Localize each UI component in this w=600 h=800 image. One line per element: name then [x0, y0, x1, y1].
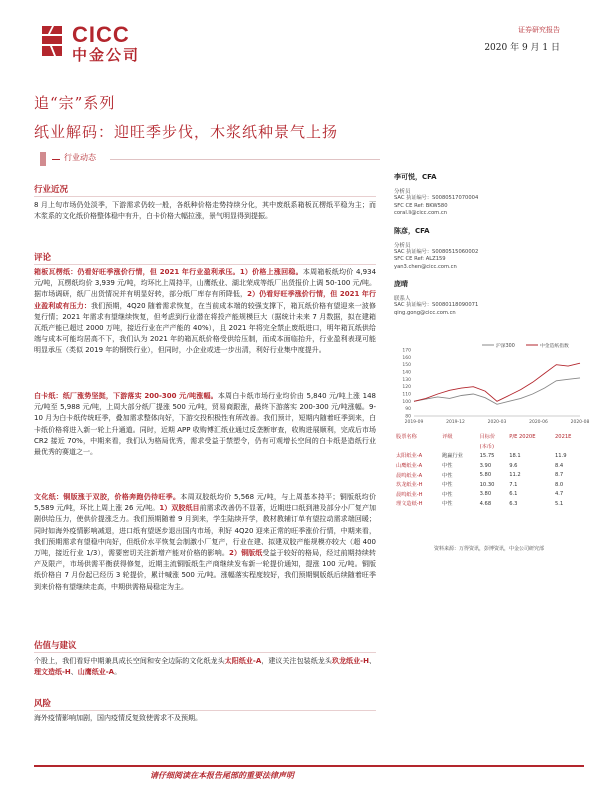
table-cell: 18.1	[509, 452, 521, 459]
table-cell: 晨鸣纸业-A	[396, 472, 423, 479]
analyst-role: 分析员	[394, 189, 411, 195]
table-header-cell	[440, 442, 477, 452]
table-cell: 8.4	[554, 462, 564, 469]
table-cell: 太阳纸业-A	[396, 453, 423, 460]
source-note: 资料来源：万得资讯，彭博资讯，中金公司研究部	[434, 546, 545, 552]
table-cell: 3.80	[479, 491, 492, 498]
paragraph-subpoint: 1）双胶纸目	[159, 504, 200, 513]
table-cell: 11.9	[554, 452, 567, 459]
separator: 。	[114, 668, 122, 677]
legend-label: 中金造纸指数	[540, 344, 569, 349]
table-cell: 5.80	[479, 472, 492, 479]
stock-name: 玖龙纸业-H	[331, 657, 369, 665]
section-rule	[34, 264, 376, 265]
section-heading-valuation: 估值与建议	[34, 641, 77, 651]
table-cell: 玖龙纸业-H	[396, 482, 423, 489]
paragraph-lead: 箱板瓦楞纸：仍看好旺季涨价行情，但 2021 年行业盈利承压。	[34, 268, 240, 276]
table-cell: 中性	[442, 463, 453, 470]
paragraph-subpoint: 1）价格上涨回稳。	[239, 268, 303, 276]
analyst-name: 李可悦，CFA	[394, 173, 437, 181]
analyst-ce-ref: SFC CE Ref: ALZ159	[394, 256, 446, 262]
table-row	[394, 480, 584, 490]
y-tick-label: 170	[402, 348, 411, 354]
analyst-name: 陈彦，CFA	[394, 226, 430, 235]
paragraph-subpoint: 2）铜版纸	[228, 549, 263, 558]
table-subheader-row	[394, 442, 584, 452]
table-cell: 理文造纸-H	[396, 501, 423, 508]
valuation-paragraph	[34, 656, 376, 678]
table-row	[394, 470, 584, 480]
sector-divider	[52, 159, 60, 160]
table-header-cell: P/E 2020E	[509, 433, 536, 440]
table-header-cell	[507, 442, 553, 452]
table-cell: 15.75	[479, 452, 495, 459]
logo-text-cn: 中金公司	[72, 46, 141, 64]
table-header-cell: 股票名称	[396, 434, 417, 441]
footer-rule	[34, 765, 584, 767]
y-tick-label: 110	[402, 392, 411, 398]
paragraph-text: 本周箱板纸均价 4,934 元/吨，瓦楞纸均价 3,939 元/吨，均环比上周持平，山鹰纸业、湖北荣成等纸厂出货报价上调 50-100 元/吨。据市场调研，纸厂出货情况并有明显好转，部分纸厂库存有所降低，	[34, 268, 377, 299]
paragraph-text: 个股上，我们看好中期兼具成长空间和安全边际的文化纸龙头	[34, 657, 225, 665]
y-tick-label: 80	[405, 414, 411, 420]
analyst-block	[394, 172, 584, 317]
table-row	[394, 451, 584, 461]
recent-paragraph: 8 月上旬市场仍处淡季，下游需求仍较一般，各纸种价格走势持续分化，其中废纸系箱板瓦楞纸平稳为主；而木浆系的文化纸价格整体稳中有升，白卡价格大幅拉涨，景气明显得到提振。	[34, 201, 376, 221]
paragraph-text: 本周白卡纸市场行业均价由 5,840 元/吨上涨 148 元/吨至 5,988 元/吨，上周大部分纸厂提涨 500 元/吨，贸易商跟涨，最终下游落实 200-300 元/吨涨幅。9-10 月为白卡纸传统旺季，叠加需求整体向好，下游交投积极性有所改善。我们预计，短期内随着旺季到来，白卡纸价格将进入新一轮上升通道。同时，近期 APP 收购博汇纸业通过反垄断审查，收购进展顺利，完成后市场 CR2 接近 70%，中期来看，我们认为格局优秀，需求受益于禁塑令，仍有可观增长空间的白卡纸是造纸行业最优秀的赛道之一。	[34, 392, 376, 457]
table-cell: 7.1	[509, 481, 518, 488]
table-cell: 6.3	[509, 500, 518, 507]
series-line-hs300	[414, 378, 580, 404]
series-line-paper-index	[414, 363, 580, 401]
index-performance-chart	[394, 340, 590, 430]
stock-name: 理文造纸-H	[34, 668, 71, 677]
analyst-license: SAC 执证编号：S0080515060002	[394, 248, 479, 255]
rating-table	[394, 432, 584, 509]
table-cell: 晨鸣纸业-H	[396, 491, 423, 498]
table-cell: 8.0	[554, 481, 564, 488]
y-tick-label: 150	[402, 363, 411, 369]
report-type: 证券研究报告	[518, 26, 560, 34]
legal-notice: 请仔细阅读在本报告尾部的重要法律声明	[150, 771, 294, 780]
table-cell: 4.68	[479, 500, 492, 507]
table-cell: 11.2	[509, 472, 521, 479]
paragraph-lead: 白卡纸：纸厂涨势坚挺，下游落实 200-300 元/吨涨幅。	[34, 392, 218, 400]
analyst-license: SAC 执证编号：S0080517070004	[394, 195, 479, 201]
paragraph-lead: 文化纸：铜版涨于双胶，价格奔跑仍待旺季。	[34, 493, 181, 501]
table-header-cell: 评级	[442, 434, 453, 441]
cicc-logo-icon	[38, 24, 66, 58]
series-label: 追“宗”系列	[34, 94, 116, 112]
analyst-email[interactable]: coral.li@cicc.com.cn	[394, 210, 448, 216]
table-cell: 3.90	[479, 462, 492, 469]
table-cell: 山鹰纸业-A	[396, 463, 423, 470]
table-cell: 10.30	[479, 481, 495, 488]
table-cell: 6.1	[509, 491, 518, 498]
separator: 、	[70, 668, 78, 677]
stock-name: 山鹰纸业-A	[77, 668, 115, 677]
section-heading-recent: 行业近况	[34, 185, 69, 195]
table-header-cell	[394, 442, 440, 452]
x-tick-label: 2019-12	[446, 420, 465, 425]
table-cell: 中性	[442, 501, 453, 508]
comment-paragraph-ivory-board	[34, 391, 376, 458]
comment-paragraph-containerboard	[34, 267, 376, 357]
sector-rule	[110, 159, 380, 160]
section-heading-comment: 评论	[34, 253, 52, 263]
paragraph-text: 本周双胶纸均价 5,568 元/吨，与上周基本持平；铜版纸均价 5,589 元/吨，环比上周上涨 26 元/吨。	[34, 493, 377, 513]
analyst-name: 庞晴	[394, 280, 408, 288]
table-cell: 跑赢行业	[442, 453, 463, 460]
table-header-cell	[553, 442, 584, 452]
table-cell: 8.7	[554, 472, 564, 479]
section-rule	[34, 196, 376, 197]
y-tick-label: 100	[402, 399, 411, 405]
table-header-row	[394, 432, 584, 442]
section-heading-risk: 风险	[34, 699, 52, 709]
sector-marker	[40, 152, 46, 166]
report-title: 纸业解码：迎旺季步伐，木浆纸种景气上扬	[34, 123, 339, 141]
y-tick-label: 90	[405, 407, 411, 413]
analyst-card	[394, 226, 584, 272]
table-cell: 9.6	[509, 462, 518, 469]
analyst-role: 分析员	[394, 242, 411, 249]
y-tick-label: 140	[402, 370, 411, 376]
table-header-cell: 2021E	[554, 433, 572, 440]
x-tick-label: 2019-09	[404, 420, 424, 425]
table-cell: 中性	[442, 482, 453, 489]
y-tick-label: 130	[402, 377, 411, 383]
analyst-email[interactable]: yan3.chen@cicc.com.cn	[394, 263, 457, 270]
x-tick-label: 2020-06	[529, 420, 548, 425]
x-tick-label: 2020-03	[487, 420, 507, 425]
section-rule	[34, 710, 376, 711]
logo-text-en: CICC	[72, 22, 130, 47]
table-row	[394, 490, 584, 500]
report-date: 2020 年 9 月 1 日	[484, 43, 560, 53]
table-cell: 中性	[442, 491, 453, 498]
paragraph-text: 我们预期，4Q20 随着需求恢复，在当前成本端的较强支撑下，箱瓦纸价格有望迎来一波修复行情；2021 年需求有望继续恢复，但考虑到行业潜在将投产能规模巨大（据统计未来 7 月数据，拟在建箱瓦纸产能已超过 2000 万吨，接近行业在产产能的 40%），且 2021 年将完全禁止废纸进口，明年箱瓦纸供给端与成本可能均居高不下，我们认为 2021 年的箱瓦纸价格受供给压制，而成本面临抬升，行业盈利表现可能明显承压（类似 2019 年的钢铁行业），但同时，小企业或进一步出清，利好行业集中度提升。	[34, 301, 376, 355]
separator: 、	[368, 657, 377, 665]
table-cell: 5.1	[554, 500, 564, 507]
paragraph-subpoint: 2）仍看好旺季涨价行情，但 2021 年行业盈利或有压力：	[34, 290, 376, 310]
y-tick-label: 120	[402, 385, 411, 391]
comment-paragraph-culture-paper	[34, 492, 376, 593]
analyst-license: SAC 执证编号：S0080118090071	[394, 302, 479, 308]
analyst-email[interactable]: qing.gong@cicc.com.cn	[394, 309, 456, 316]
table-cell: 4.7	[554, 491, 564, 498]
table-header-cell: 目标价	[479, 434, 496, 441]
analyst-card	[394, 172, 584, 218]
table-row	[394, 499, 584, 509]
paragraph-text: 前需求改善仍不显著，近期进口纸到港及部分小厂复产加剧供给压力，使供价提涨乏力。我们预期随着 9 月到来，学生陆续开学，教材教辅订单有望拉动需求端回暖；同时如海外疫情影响减退，进口纸有望逐步退出国内市场，利好 4Q20 迎来正常的旺季涨价行情，中期来看，我们预期需求有望稳中向好，但纸价水平恢复会制激小厂复产，行业在建、拟建双胶产能规模亦较大（超 400 万吨，接近行业 1/3），需要密切关注新增产能对价格的影响。	[34, 504, 377, 558]
paragraph-text: 受益于较好的格局，经过前期持续转产及限产，市场供需平衡获得修复，近期主流铜版纸生产商继续发布新一轮提价通知，提涨 100 元/吨。铜版纸价格自 7 月份起已经历 3 轮提价，累计喊涨 500 元/吨。涨幅落实程度较好，我们预期铜版纸后续随着旺季到来价格有望继续走高，中期供需格局稳定为主。	[34, 549, 376, 591]
analyst-ce-ref: SFC CE Ref: BKW580	[394, 202, 448, 209]
legend-label: 沪深300	[496, 344, 515, 349]
section-rule	[34, 652, 376, 653]
risk-paragraph: 海外疫情影响加剧，国内疫情反复致使需求不及预期。	[34, 714, 202, 722]
sector-tag: 行业动态	[64, 153, 96, 162]
y-tick-label: 160	[402, 355, 411, 361]
table-cell: 中性	[442, 472, 453, 479]
table-row	[394, 461, 584, 471]
analyst-role: 联系人	[394, 296, 411, 302]
paragraph-text: ，建议关注包装纸龙头	[261, 657, 332, 665]
x-tick-label: 2020-08	[570, 420, 590, 425]
analyst-card	[394, 279, 584, 317]
stock-name: 太阳纸业-A	[224, 657, 262, 665]
table-header-cell: (本币)	[479, 443, 495, 450]
